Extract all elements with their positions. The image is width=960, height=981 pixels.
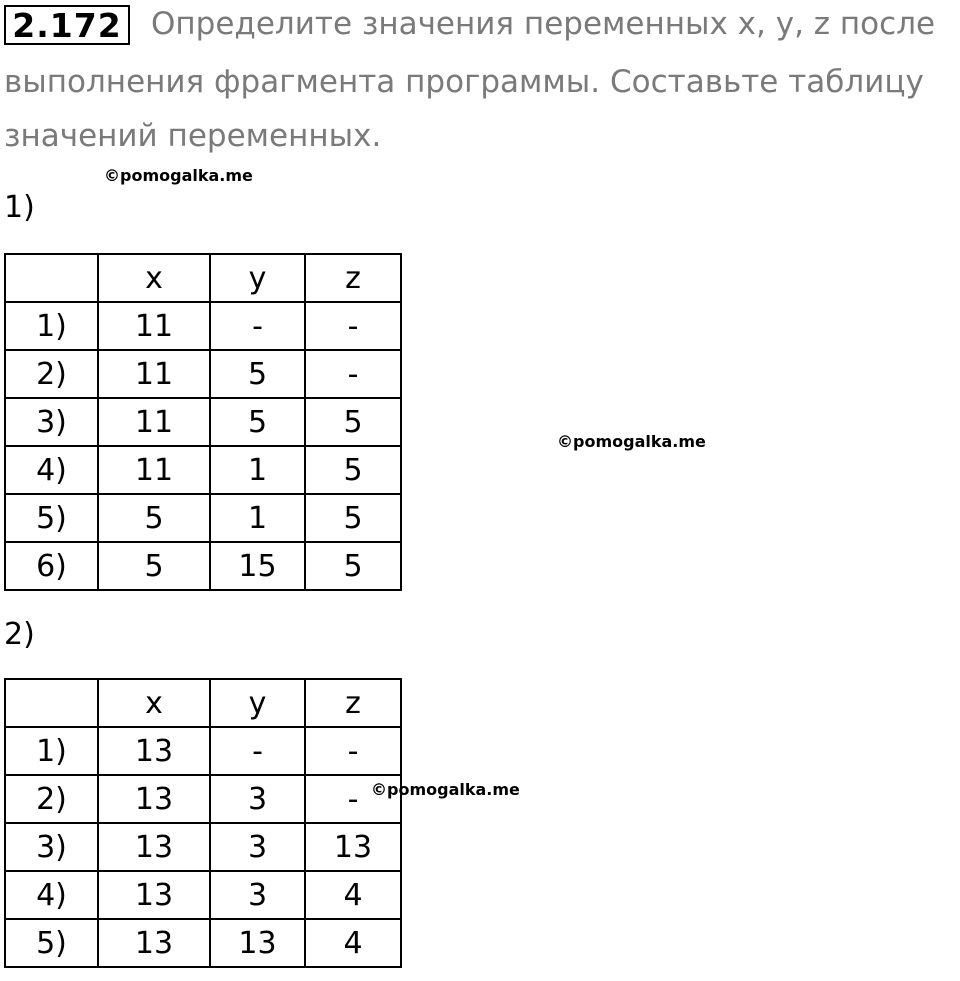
- table-row: [5, 727, 401, 775]
- problem-text-line-1: Определите значения переменных x, y, z после: [151, 6, 936, 42]
- row-label-cell: [5, 679, 98, 727]
- value-cell: y: [210, 254, 305, 302]
- value-cell: 5: [98, 542, 210, 590]
- value-cell: 3: [210, 871, 305, 919]
- problem-number: 2.172: [4, 5, 130, 45]
- value-cell: 13: [98, 919, 210, 967]
- value-cell: 13: [98, 727, 210, 775]
- table-header-row: [5, 679, 401, 727]
- values-table: [4, 253, 402, 591]
- value-cell: 13: [98, 775, 210, 823]
- value-cell: 5: [305, 494, 401, 542]
- value-cell: 11: [98, 302, 210, 350]
- value-cell: 4: [305, 919, 401, 967]
- value-cell: x: [98, 679, 210, 727]
- value-cell: -: [210, 302, 305, 350]
- value-cell: 11: [98, 350, 210, 398]
- watermark: ©pomogalka.me: [371, 780, 520, 799]
- value-cell: y: [210, 679, 305, 727]
- row-label-cell: 3): [5, 398, 98, 446]
- part-label: 1): [4, 190, 35, 225]
- watermark: ©pomogalka.me: [104, 166, 253, 185]
- value-cell: 5: [305, 398, 401, 446]
- value-cell: -: [305, 775, 401, 823]
- value-cell: z: [305, 679, 401, 727]
- table-row: [5, 823, 401, 871]
- table-row: [5, 446, 401, 494]
- value-cell: 3: [210, 823, 305, 871]
- value-cell: 5: [305, 446, 401, 494]
- value-cell: 3: [210, 775, 305, 823]
- value-cell: 5: [98, 494, 210, 542]
- value-cell: 5: [210, 398, 305, 446]
- row-label-cell: 2): [5, 775, 98, 823]
- value-cell: z: [305, 254, 401, 302]
- value-cell: 5: [210, 350, 305, 398]
- row-label-cell: 3): [5, 823, 98, 871]
- row-label-cell: 1): [5, 727, 98, 775]
- table-row: [5, 350, 401, 398]
- table-row: [5, 302, 401, 350]
- problem-text-line-3: значений переменных.: [4, 118, 382, 154]
- row-label-cell: 5): [5, 919, 98, 967]
- row-label-cell: 6): [5, 542, 98, 590]
- row-label-cell: 1): [5, 302, 98, 350]
- row-label-cell: 4): [5, 446, 98, 494]
- table-row: [5, 398, 401, 446]
- value-cell: 15: [210, 542, 305, 590]
- values-table: [4, 678, 402, 968]
- table-row: [5, 775, 401, 823]
- problem-text-line-2: выполнения фрагмента программы. Составьте таблицу: [4, 64, 924, 100]
- value-cell: 13: [98, 871, 210, 919]
- value-cell: 1: [210, 494, 305, 542]
- table-row: [5, 542, 401, 590]
- value-cell: -: [210, 727, 305, 775]
- table-row: [5, 919, 401, 967]
- value-cell: 1: [210, 446, 305, 494]
- value-cell: -: [305, 302, 401, 350]
- value-cell: -: [305, 727, 401, 775]
- value-cell: 13: [210, 919, 305, 967]
- value-cell: 5: [305, 542, 401, 590]
- row-label-cell: 2): [5, 350, 98, 398]
- value-cell: 11: [98, 446, 210, 494]
- value-cell: 13: [98, 823, 210, 871]
- table-row: [5, 494, 401, 542]
- value-cell: 4: [305, 871, 401, 919]
- watermark: ©pomogalka.me: [557, 432, 706, 451]
- part-label: 2): [4, 617, 35, 652]
- row-label-cell: 5): [5, 494, 98, 542]
- value-cell: 13: [305, 823, 401, 871]
- table-header-row: [5, 254, 401, 302]
- value-cell: x: [98, 254, 210, 302]
- table-row: [5, 871, 401, 919]
- row-label-cell: 4): [5, 871, 98, 919]
- row-label-cell: [5, 254, 98, 302]
- value-cell: 11: [98, 398, 210, 446]
- value-cell: -: [305, 350, 401, 398]
